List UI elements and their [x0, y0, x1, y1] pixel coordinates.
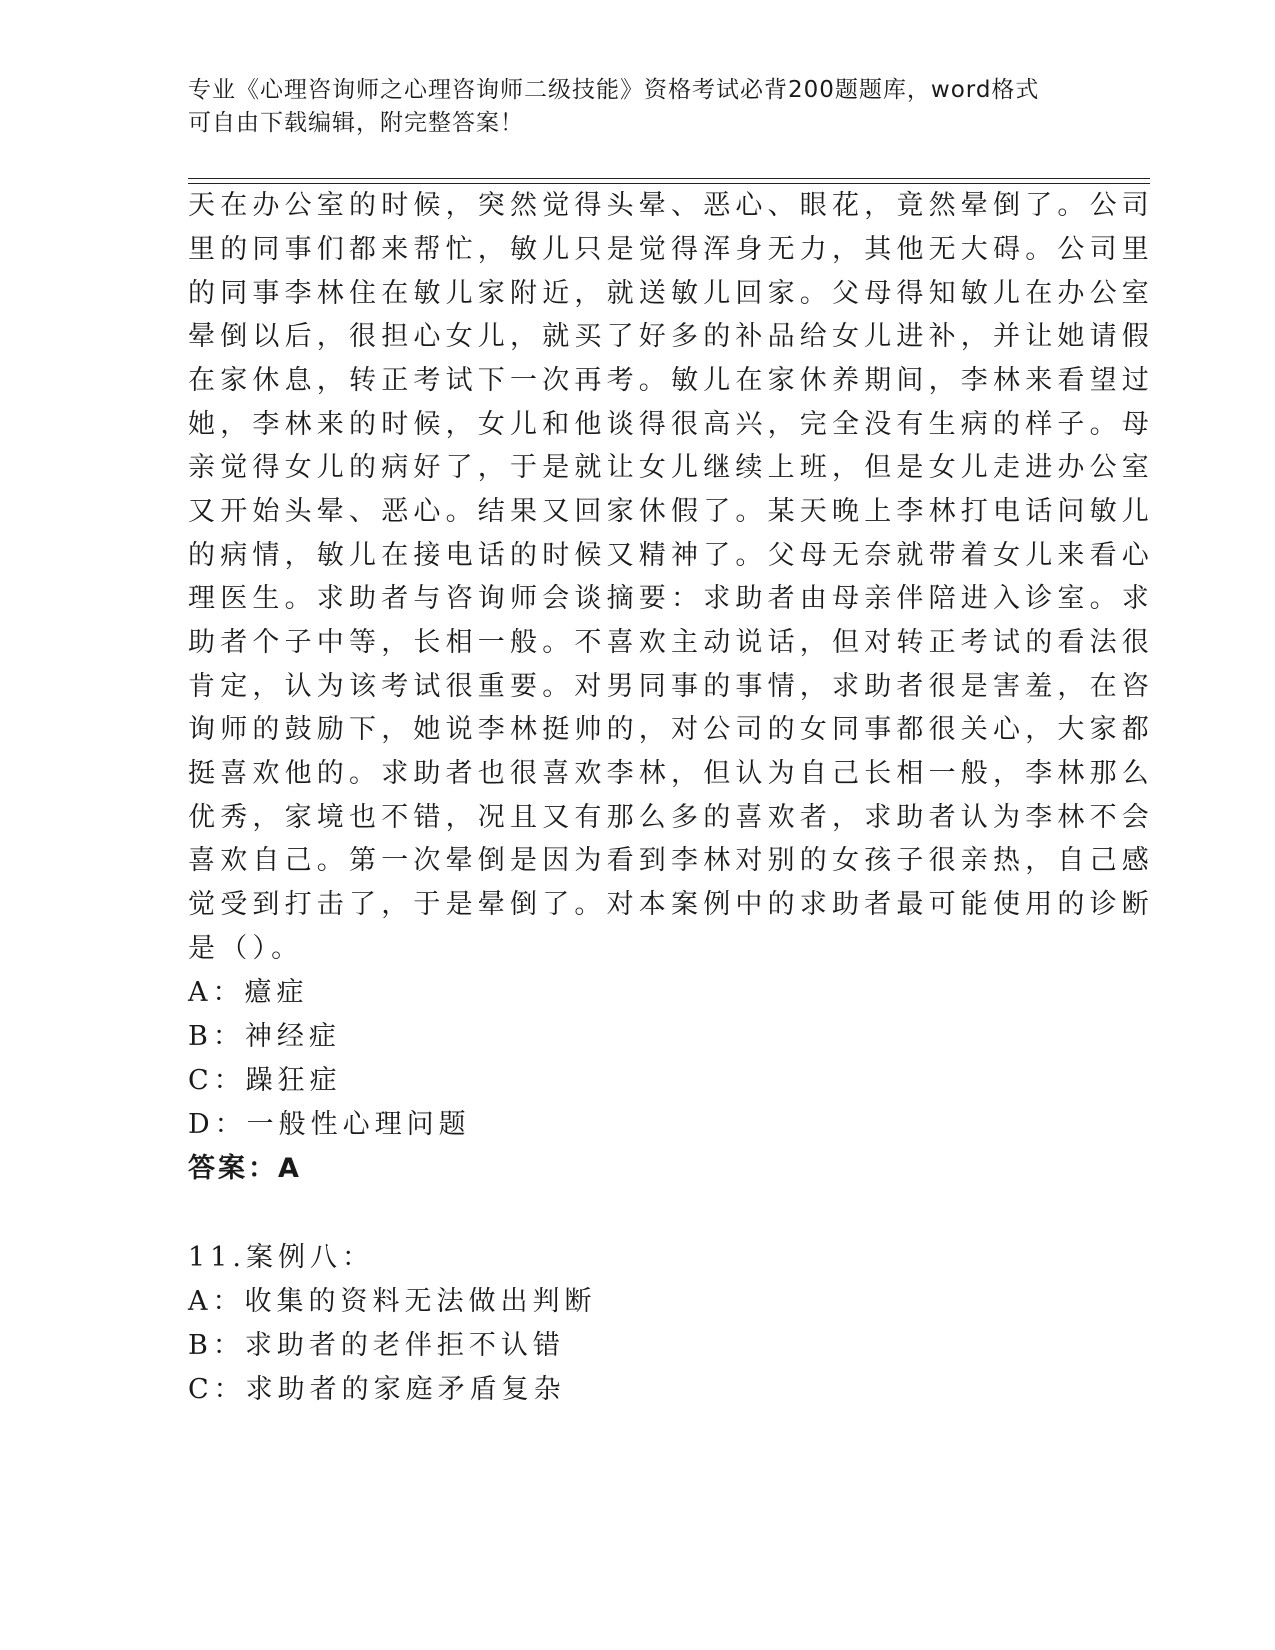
question-text-line: 天在办公室的时候，突然觉得头晕、恶心、眼花，竟然晕倒了。公司 [188, 190, 1154, 221]
question-text-line: 理医生。求助者与咨询师会谈摘要：求助者由母亲伴陪进入诊室。求 [188, 583, 1154, 614]
option-b: B：求助者的老伴拒不认错 [188, 1330, 565, 1361]
option-c: C：求助者的家庭矛盾复杂 [188, 1374, 566, 1405]
header-divider-top [188, 178, 1150, 179]
question-text-line: 助者个子中等，长相一般。不喜欢主动说话，但对转正考试的看法很 [188, 627, 1154, 658]
question-text-line: 优秀，家境也不错，况且又有那么多的喜欢者，求助者认为李林不会 [188, 802, 1154, 833]
question-text-line: 喜欢自己。第一次晕倒是因为看到李林对别的女孩子很亲热，自己感 [188, 845, 1154, 876]
option-d: D：一般性心理问题 [188, 1109, 471, 1140]
document-header-line-2: 可自由下载编辑，附完整答案！ [188, 110, 524, 136]
question-text-line: 在家休息，转正考试下一次再考。敏儿在家休养期间，李林来看望过 [188, 365, 1154, 396]
question-text-line: 的同事李林住在敏儿家附近，就送敏儿回家。父母得知敏儿在办公室 [188, 278, 1154, 309]
document-header-line-1: 专业《心理咨询师之心理咨询师二级技能》资格考试必背200题题库，word格式 [188, 77, 1040, 103]
question-title: 11.案例八： [188, 1242, 374, 1273]
question-text-line: 又开始头晕、恶心。结果又回家休假了。某天晚上李林打电话问敏儿 [188, 496, 1154, 527]
question-text-line: 是（）。 [188, 933, 304, 964]
answer-label: 答案：A [188, 1153, 302, 1184]
header-divider-bottom [188, 183, 1150, 184]
question-text-line: 亲觉得女儿的病好了，于是就让女儿继续上班，但是女儿走进办公室 [188, 452, 1154, 483]
option-a: A：癔症 [188, 977, 309, 1008]
question-text-line: 的病情，敏儿在接电话的时候又精神了。父母无奈就带着女儿来看心 [188, 540, 1154, 571]
question-text-line: 里的同事们都来帮忙，敏儿只是觉得浑身无力，其他无大碍。公司里 [188, 234, 1154, 265]
question-text-line: 询师的鼓励下，她说李林挺帅的，对公司的女同事都很关心，大家都 [188, 714, 1154, 745]
option-c: C：躁狂症 [188, 1065, 342, 1096]
question-text-line: 肯定，认为该考试很重要。对男同事的事情，求助者很是害羞，在咨 [188, 671, 1154, 702]
question-text-line: 她，李林来的时候，女儿和他谈得很高兴，完全没有生病的样子。母 [188, 409, 1154, 440]
question-text-line: 挺喜欢他的。求助者也很喜欢李林，但认为自己长相一般，李林那么 [188, 758, 1154, 789]
question-text-line: 觉受到打击了，于是晕倒了。对本案例中的求助者最可能使用的诊断 [188, 889, 1154, 920]
option-a: A：收集的资料无法做出判断 [188, 1286, 597, 1317]
question-text-line: 晕倒以后，很担心女儿，就买了好多的补品给女儿进补，并让她请假 [188, 321, 1154, 352]
option-b: B：神经症 [188, 1021, 341, 1052]
